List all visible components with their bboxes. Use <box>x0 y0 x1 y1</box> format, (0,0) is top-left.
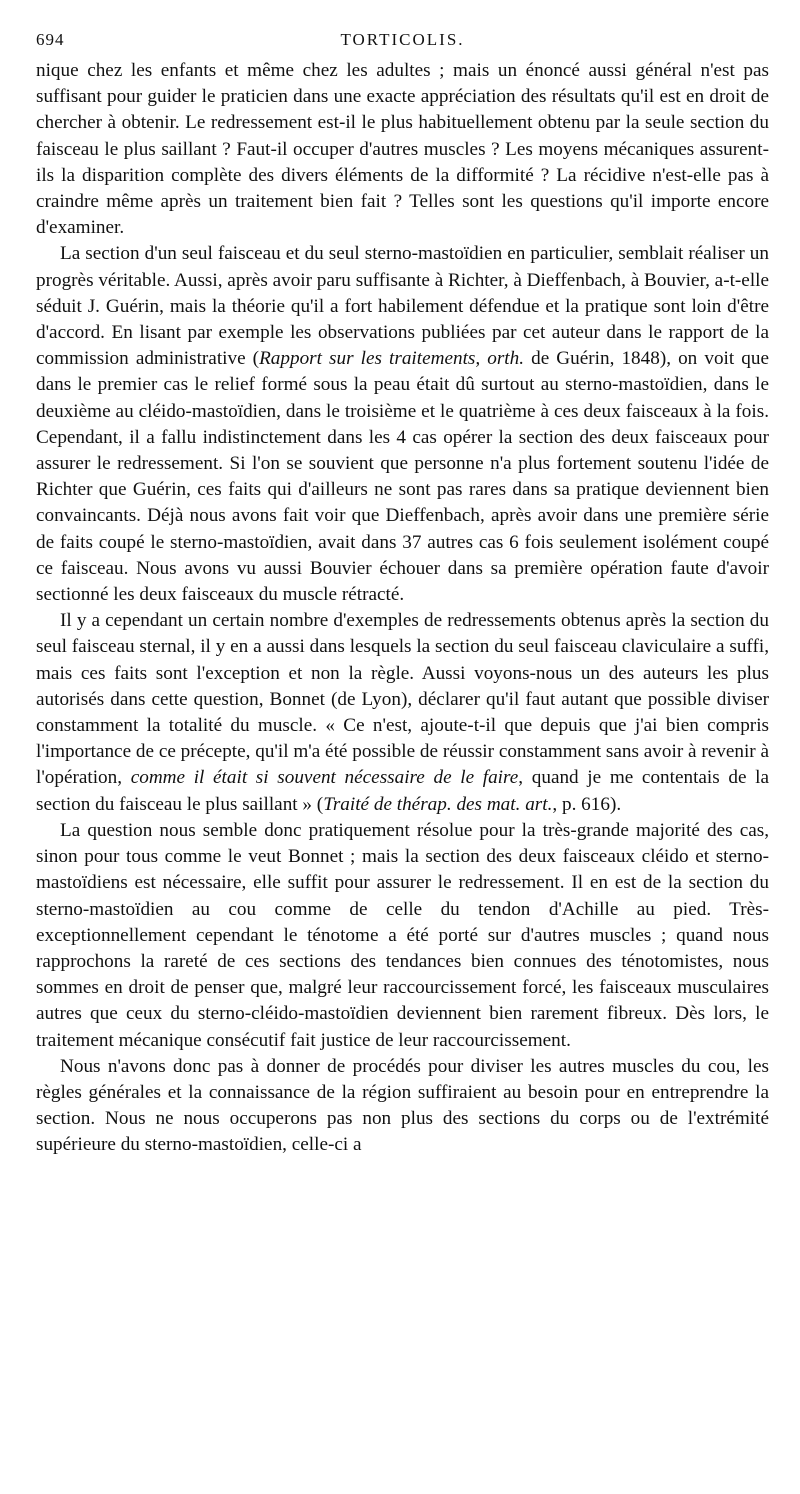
paragraph <box>36 58 769 241</box>
book-page <box>36 30 769 1159</box>
running-title: TORTICOLIS. <box>340 30 465 49</box>
text-run: , p. 616). <box>552 793 622 815</box>
italic-citation: Traité de thérap. des mat. art. <box>323 793 553 815</box>
page-number: 694 <box>36 30 65 49</box>
paragraph <box>36 1054 769 1159</box>
paragraph <box>36 818 769 1054</box>
italic-citation: Rapport sur les traitements, orth. <box>259 348 525 370</box>
running-head <box>36 30 769 58</box>
text-run: Il y a cependant un certain nombre d'exemples de redressements obtenus après la section du seul faisceau sternal, il y en a aussi dans lesquels la section du seul faisceau claviculaire a suffi, mais ces faits sont l'exception et non la règle. Aussi voyons-nous un des auteurs les plus autorisés dans cette question, Bonnet (de Lyon), déclarer qu'il faut autant que possible diviser constamment la totalité du muscle. « Ce n'est, ajoute-t-il que depuis que j'ai bien compris l'importance de ce précepte, qu'il m'a été possible de réussir constamment sans avoir à revenir à l'opération, <box>36 610 769 789</box>
body-text <box>36 58 769 1159</box>
text-run: Nous n'avons donc pas à donner de procédés pour diviser les autres muscles du cou, les règles générales et la connaissance de la région suffiraient au besoin pour en entreprendre la section. Nous ne nous occuperons pas non plus des sections du corps ou de l'extrémité supérieure du sterno-mastoïdien, celle-ci a <box>36 1055 769 1156</box>
text-run: La section d'un seul faisceau et du seul sterno-mastoïdien en particulier, semblait réaliser un progrès véritable. Aussi, après avoir paru suffisante à Richter, à Dieffenbach, à Bouvier, a-t-elle séduit J. Guérin, mais la théorie qu'il a fort habilement défendue et la pratique sont loin d'être d'accord. En lisant par exemple les observations publiées par cet auteur dans le rapport de la commission administrative ( <box>36 243 770 370</box>
text-run: nique chez les enfants et même chez les adultes ; mais un énoncé aussi général n'est pas suffisant pour guider le praticien dans une exacte appréciation des résultats qu'il est en droit de chercher à obtenir. Le redressement est-il le plus habituellement obtenu par la seule section du faisceau le plus saillant ? Faut-il occuper d'autres muscles ? Les moyens mécaniques assurent-ils la disparition complète des divers éléments de la difformité ? La récidive n'est-elle pas à craindre même après un traitement bien fait ? Telles sont les questions qu'il importe encore d'examiner. <box>36 60 769 239</box>
italic-quote: comme il était si souvent nécessaire de le faire <box>130 767 519 789</box>
text-run: La question nous semble donc pratiquement résolue pour la très-grande majorité des cas, sinon pour tous comme le veut Bonnet ; mais la section des deux faisceaux cléido et sterno-mastoïdiens est nécessaire, elle suffit pour assurer le redressement. Il en est de la section du sterno-mastoïdien au cou comme de celle du tendon d'Achille au pied. Très-exceptionnellement cependant le ténotome a été porté sur d'autres muscles ; quand nous rapprochons la rareté de ces sections des tendances bien connues des ténotomistes, nous sommes en droit de penser que, malgré leur raccourcissement forcé, les faisceaux musculaires autres que ceux du sterno-cléido-mastoïdien deviennent bien rarement fibreux. Dès lors, le traitement mécanique consécutif fait justice de leur raccourcissement. <box>36 819 769 1051</box>
text-run: , quand je me contentais de la section du faisceau le plus saillant » ( <box>36 767 769 815</box>
paragraph <box>36 608 769 818</box>
text-run: de Guérin, 1848), on voit que dans le premier cas le relief formé sous la peau était dû surtout au sterno-mastoïdien, dans le deuxième au cléido-mastoïdien, dans le troisième et le quatrième à ces deux faisceaux à la fois. Cependant, il a fallu indistinctement dans les 4 cas opérer la section des deux faisceaux pour assurer le redressement. Si l'on se souvient que personne n'a plus fortement soutenu l'idée de Richter que Guérin, ces faits qui d'ailleurs ne sont pas rares dans sa pratique deviennent bien convaincants. Déjà nous avons fait voir que Dieffenbach, après avoir dans une première série de faits coupé le sterno-mastoïdien, avait dans 37 autres cas 6 fois seulement isolément coupé ce faisceau. Nous avons vu aussi Bouvier échouer dans sa première opération faute d'avoir sectionné les deux faisceaux du muscle rétracté. <box>36 348 769 606</box>
paragraph <box>36 241 769 608</box>
